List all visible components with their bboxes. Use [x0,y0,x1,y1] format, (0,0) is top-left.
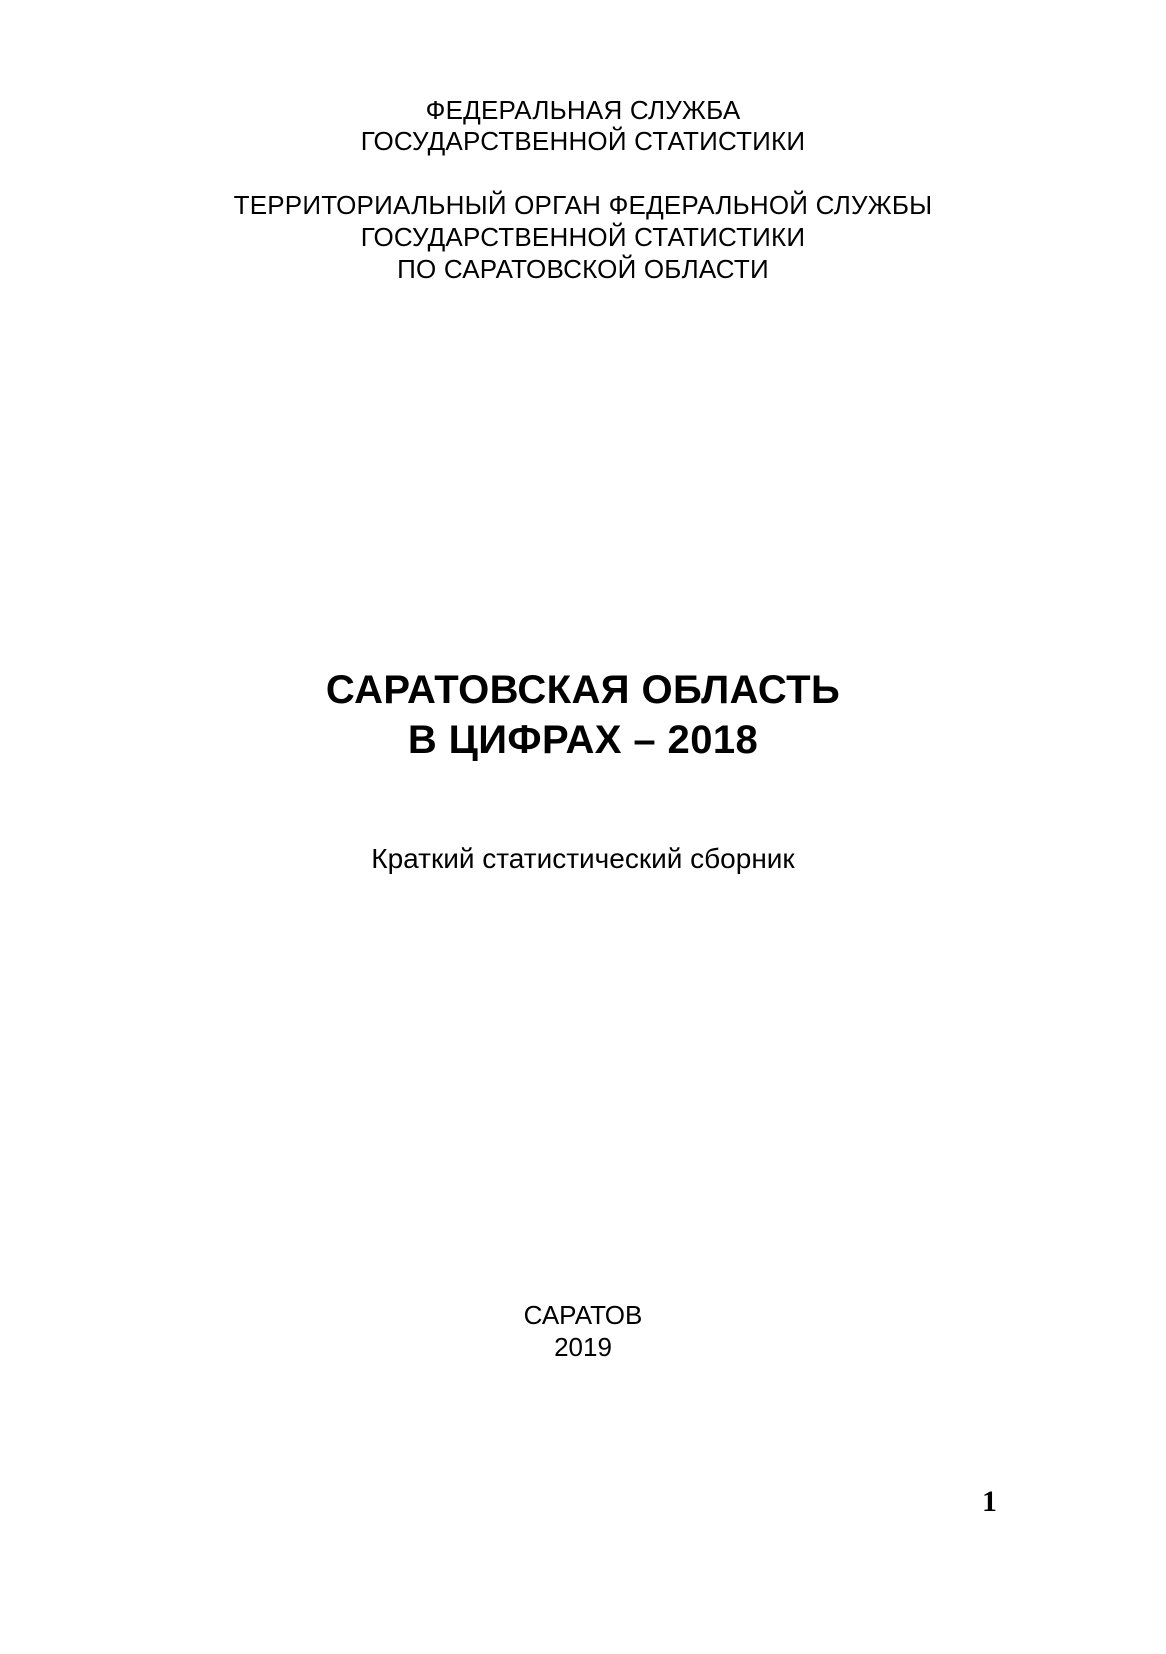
agency-name-line-1: ФЕДЕРАЛЬНАЯ СЛУЖБА [425,95,741,125]
territorial-agency-line-3: ПО САРАТОВСКОЙ ОБЛАСТИ [397,254,769,284]
document-subtitle: Краткий статистический сборник [371,843,795,874]
territorial-agency-line-2: ГОСУДАРСТВЕННОЙ СТАТИСТИКИ [360,222,806,252]
document-title-line-1: САРАТОВСКАЯ ОБЛАСТЬ [325,668,841,712]
document-title-line-2: В ЦИФРАХ – 2018 [407,718,759,762]
page-number: 1 [982,1485,997,1518]
publication-city: САРАТОВ [523,1300,643,1330]
agency-name-line-2: ГОСУДАРСТВЕННОЙ СТАТИСТИКИ [360,126,806,156]
publication-year: 2019 [554,1332,612,1362]
territorial-agency-line-1: ТЕРРИТОРИАЛЬНЫЙ ОРГАН ФЕДЕРАЛЬНОЙ СЛУЖБЫ [233,190,933,220]
